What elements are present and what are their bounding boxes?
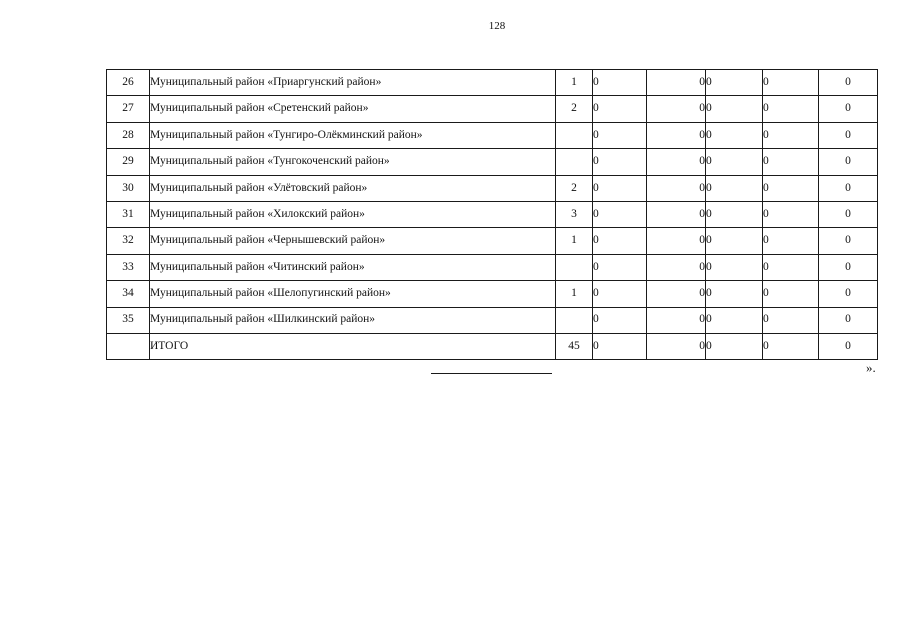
value-cell-2: 0 xyxy=(647,122,706,148)
value-cell-1: 0 xyxy=(593,122,647,148)
value-cell-5: 0 xyxy=(819,70,878,96)
table-row xyxy=(107,201,878,227)
value-cell-5: 0 xyxy=(819,122,878,148)
district-name-cell: Муниципальный район «Чернышевский район» xyxy=(150,228,556,254)
district-name-cell: Муниципальный район «Читинский район» xyxy=(150,254,556,280)
total-count-cell: 2 xyxy=(556,96,593,122)
value-cell-5: 0 xyxy=(819,228,878,254)
value-cell-1: 0 xyxy=(593,228,647,254)
value-cell-4: 0 xyxy=(763,122,819,148)
value-cell-2: 0 xyxy=(647,281,706,307)
value-cell-3: 0 xyxy=(706,201,763,227)
value-cell-4: 0 xyxy=(763,201,819,227)
value-cell-1: 0 xyxy=(593,149,647,175)
value-cell-5: 0 xyxy=(819,96,878,122)
total-count-cell xyxy=(556,122,593,148)
table-row xyxy=(107,149,878,175)
value-cell-5: 0 xyxy=(819,333,878,359)
value-cell-4: 0 xyxy=(763,333,819,359)
value-cell-5: 0 xyxy=(819,254,878,280)
total-count-cell: 1 xyxy=(556,70,593,96)
district-name-cell: Муниципальный район «Хилокский район» xyxy=(150,201,556,227)
value-cell-2: 0 xyxy=(647,201,706,227)
district-table xyxy=(106,69,878,360)
table-row xyxy=(107,122,878,148)
page-number: 128 xyxy=(488,20,506,32)
value-cell-1: 0 xyxy=(593,333,647,359)
total-count-cell xyxy=(556,307,593,333)
row-number-cell: 30 xyxy=(107,175,150,201)
value-cell-5: 0 xyxy=(819,281,878,307)
value-cell-2: 0 xyxy=(647,307,706,333)
row-number-cell: 31 xyxy=(107,201,150,227)
total-count-cell: 2 xyxy=(556,175,593,201)
value-cell-2: 0 xyxy=(647,70,706,96)
separator-line xyxy=(431,373,552,374)
total-count-cell xyxy=(556,254,593,280)
row-number-cell: 33 xyxy=(107,254,150,280)
value-cell-5: 0 xyxy=(819,201,878,227)
total-count-cell: 1 xyxy=(556,228,593,254)
value-cell-4: 0 xyxy=(763,96,819,122)
value-cell-5: 0 xyxy=(819,149,878,175)
total-count-cell: 45 xyxy=(556,333,593,359)
district-name-cell: Муниципальный район «Шилкинский район» xyxy=(150,307,556,333)
district-name-cell: Муниципальный район «Приаргунский район» xyxy=(150,70,556,96)
value-cell-4: 0 xyxy=(763,70,819,96)
value-cell-3: 0 xyxy=(706,333,763,359)
value-cell-2: 0 xyxy=(647,254,706,280)
value-cell-1: 0 xyxy=(593,96,647,122)
value-cell-2: 0 xyxy=(647,333,706,359)
row-number-cell: 34 xyxy=(107,281,150,307)
value-cell-2: 0 xyxy=(647,175,706,201)
total-count-cell xyxy=(556,149,593,175)
row-number-cell: 35 xyxy=(107,307,150,333)
value-cell-3: 0 xyxy=(706,228,763,254)
value-cell-4: 0 xyxy=(763,307,819,333)
district-name-cell: ИТОГО xyxy=(150,333,556,359)
value-cell-5: 0 xyxy=(819,307,878,333)
row-number-cell: 27 xyxy=(107,96,150,122)
table-row xyxy=(107,96,878,122)
district-name-cell: Муниципальный район «Улётовский район» xyxy=(150,175,556,201)
value-cell-3: 0 xyxy=(706,281,763,307)
district-name-cell: Муниципальный район «Сретенский район» xyxy=(150,96,556,122)
value-cell-3: 0 xyxy=(706,149,763,175)
value-cell-1: 0 xyxy=(593,70,647,96)
row-number-cell: 28 xyxy=(107,122,150,148)
total-row xyxy=(107,333,878,359)
row-number-cell: 32 xyxy=(107,228,150,254)
value-cell-3: 0 xyxy=(706,70,763,96)
table-body xyxy=(107,70,878,360)
value-cell-1: 0 xyxy=(593,175,647,201)
value-cell-2: 0 xyxy=(647,96,706,122)
value-cell-1: 0 xyxy=(593,281,647,307)
value-cell-3: 0 xyxy=(706,122,763,148)
value-cell-2: 0 xyxy=(647,228,706,254)
row-number-cell: 29 xyxy=(107,149,150,175)
value-cell-4: 0 xyxy=(763,149,819,175)
value-cell-1: 0 xyxy=(593,254,647,280)
table-row xyxy=(107,228,878,254)
district-name-cell: Муниципальный район «Тунгокоченский район» xyxy=(150,149,556,175)
row-number-cell: 26 xyxy=(107,70,150,96)
value-cell-3: 0 xyxy=(706,307,763,333)
table-row xyxy=(107,307,878,333)
value-cell-4: 0 xyxy=(763,175,819,201)
district-name-cell: Муниципальный район «Тунгиро-Олёкминский район» xyxy=(150,122,556,148)
total-count-cell: 1 xyxy=(556,281,593,307)
value-cell-3: 0 xyxy=(706,175,763,201)
value-cell-4: 0 xyxy=(763,281,819,307)
value-cell-5: 0 xyxy=(819,175,878,201)
closing-quote-mark: ». xyxy=(866,360,876,375)
total-count-cell: 3 xyxy=(556,201,593,227)
value-cell-2: 0 xyxy=(647,149,706,175)
district-name-cell: Муниципальный район «Шелопугинский район» xyxy=(150,281,556,307)
table-row xyxy=(107,175,878,201)
value-cell-3: 0 xyxy=(706,254,763,280)
value-cell-4: 0 xyxy=(763,228,819,254)
table-row xyxy=(107,70,878,96)
table-row xyxy=(107,254,878,280)
row-number-cell xyxy=(107,333,150,359)
value-cell-1: 0 xyxy=(593,201,647,227)
table-row xyxy=(107,281,878,307)
value-cell-1: 0 xyxy=(593,307,647,333)
value-cell-3: 0 xyxy=(706,96,763,122)
value-cell-4: 0 xyxy=(763,254,819,280)
